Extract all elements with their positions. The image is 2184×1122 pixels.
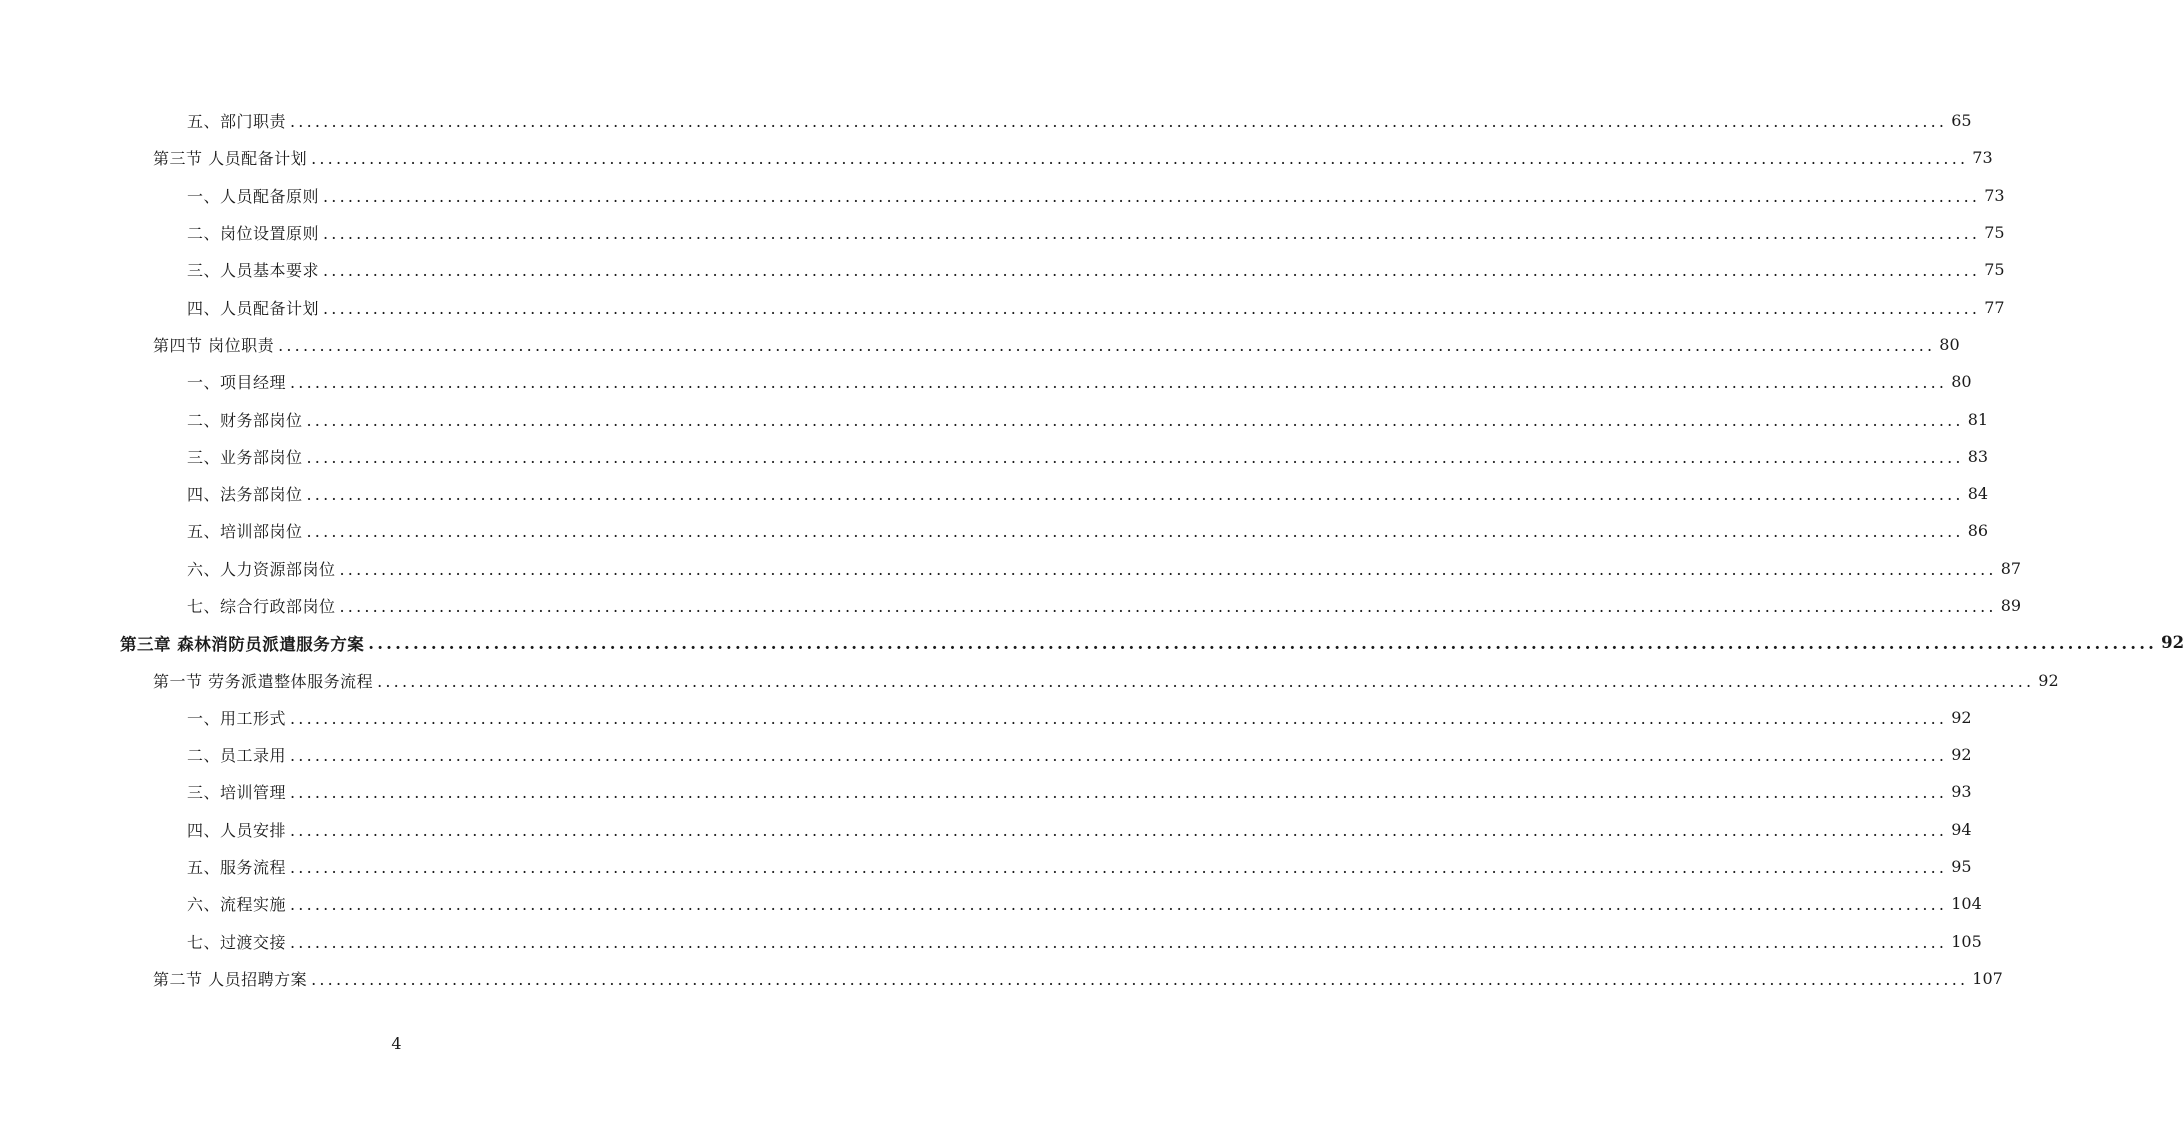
toc-leader-dots: ........................................................................................................................................................................................................ bbox=[368, 634, 2158, 654]
toc-entry-page: 104 bbox=[1951, 894, 1982, 914]
toc-leader-dots: ........................................................................................................................................................................................................ bbox=[306, 485, 1964, 505]
toc-entry-page: 75 bbox=[1984, 260, 2005, 280]
toc-leader-dots: ........................................................................................................................................................................................................ bbox=[323, 298, 1981, 318]
toc-item-entry[interactable] bbox=[0, 848, 1972, 885]
toc-entry-page: 65 bbox=[1951, 111, 1972, 131]
toc-entry-label: 四、法务部岗位 bbox=[187, 485, 303, 505]
toc-entry-page: 105 bbox=[1951, 931, 1982, 951]
toc-entry-page: 84 bbox=[1967, 484, 1989, 504]
toc-item-entry[interactable] bbox=[0, 587, 2022, 624]
toc-item-entry[interactable] bbox=[0, 475, 1989, 512]
toc-entry-label: 七、过渡交接 bbox=[187, 932, 287, 952]
toc-item-entry[interactable] bbox=[0, 885, 1982, 922]
toc-entry-label: 三、培训管理 bbox=[187, 783, 287, 803]
toc-entry-page: 75 bbox=[1984, 223, 2005, 243]
toc-entry-label: 一、用工形式 bbox=[187, 708, 287, 728]
toc-item-entry[interactable] bbox=[0, 923, 1982, 960]
toc-leader-dots: ........................................................................................................................................................................................................ bbox=[339, 597, 1997, 616]
toc-section-entry[interactable] bbox=[0, 139, 1993, 176]
toc-entry-label: 三、业务部岗位 bbox=[187, 447, 303, 467]
toc-entry-page: 80 bbox=[1939, 334, 1960, 354]
toc-entry-page: 94 bbox=[1951, 819, 1972, 839]
toc-entry-label: 第三章 森林消防员派遣服务方案 bbox=[120, 634, 365, 654]
page-number: 4 bbox=[391, 1034, 402, 1053]
toc-leader-dots: ........................................................................................................................................................................................................ bbox=[278, 335, 1936, 355]
toc-leader-dots: ........................................................................................................................................................................................................ bbox=[306, 447, 1964, 467]
toc-entry-label: 第一节 劳务派遣整体服务流程 bbox=[153, 671, 374, 691]
toc-leader-dots: ........................................................................................................................................................................................................ bbox=[290, 746, 1948, 766]
toc-entry-label: 一、人员配备原则 bbox=[187, 186, 320, 206]
toc-entry-page: 92 bbox=[2038, 670, 2059, 690]
toc-leader-dots: ........................................................................................................................................................................................................ bbox=[311, 149, 1969, 169]
toc-entry-label: 第二节 人员招聘方案 bbox=[153, 969, 308, 989]
toc-entry-page: 95 bbox=[1951, 857, 1972, 877]
toc-leader-dots: ........................................................................................................................................................................................................ bbox=[323, 224, 1981, 244]
toc-item-entry[interactable] bbox=[0, 363, 1972, 400]
toc-item-entry[interactable] bbox=[0, 102, 1972, 139]
toc-item-entry[interactable] bbox=[0, 251, 2005, 288]
toc-entry-label: 二、岗位设置原则 bbox=[187, 224, 320, 244]
toc-chapter-entry[interactable] bbox=[0, 624, 2184, 661]
toc-leader-dots: ........................................................................................................................................................................................................ bbox=[377, 671, 2035, 691]
toc-item-entry[interactable] bbox=[0, 512, 1989, 549]
toc-entry-page: 73 bbox=[1972, 148, 1993, 168]
toc-leader-dots: ........................................................................................................................................................................................................ bbox=[339, 559, 1997, 579]
toc-entry-label: 五、服务流程 bbox=[187, 858, 287, 878]
toc-section-entry[interactable] bbox=[0, 960, 2003, 997]
toc-entry-page: 107 bbox=[1972, 968, 2003, 988]
toc-entry-page: 87 bbox=[2000, 558, 2022, 578]
toc-leader-dots: ........................................................................................................................................................................................................ bbox=[323, 186, 1981, 206]
toc-entry-page: 89 bbox=[2000, 596, 2022, 615]
toc-entry-label: 六、流程实施 bbox=[187, 895, 287, 915]
toc-item-entry[interactable] bbox=[0, 736, 1972, 773]
toc-item-entry[interactable] bbox=[0, 773, 1972, 810]
toc-item-entry[interactable] bbox=[0, 400, 1989, 437]
toc-entry-label: 三、人员基本要求 bbox=[187, 261, 320, 281]
toc-leader-dots: ........................................................................................................................................................................................................ bbox=[290, 708, 1948, 728]
toc-entry-page: 83 bbox=[1967, 446, 1989, 466]
toc-entry-label: 七、综合行政部岗位 bbox=[187, 597, 336, 616]
toc-leader-dots: ........................................................................................................................................................................................................ bbox=[311, 969, 1969, 989]
toc-entry-label: 四、人员配备计划 bbox=[187, 298, 320, 318]
toc-entry-label: 五、培训部岗位 bbox=[187, 522, 303, 542]
toc-entry-label: 五、部门职责 bbox=[187, 112, 287, 132]
toc-entry-page: 80 bbox=[1951, 372, 1972, 392]
toc-entry-label: 二、员工录用 bbox=[187, 746, 287, 766]
toc-entry-page: 93 bbox=[1951, 782, 1972, 802]
toc-leader-dots: ........................................................................................................................................................................................................ bbox=[290, 858, 1948, 878]
toc-entry-label: 第三节 人员配备计划 bbox=[153, 149, 308, 169]
toc-entry-label: 六、人力资源部岗位 bbox=[187, 559, 336, 579]
toc-item-entry[interactable] bbox=[0, 811, 1972, 848]
toc-entry-page: 73 bbox=[1984, 185, 2005, 205]
toc-leader-dots: ........................................................................................................................................................................................................ bbox=[290, 783, 1948, 803]
toc-section-entry[interactable] bbox=[0, 326, 1960, 363]
toc-entry-page: 92 bbox=[1951, 707, 1972, 727]
toc-entry-page: 81 bbox=[1967, 409, 1989, 429]
table-of-contents bbox=[0, 102, 2184, 997]
toc-entry-page: 77 bbox=[1984, 297, 2005, 317]
toc-entry-page: 86 bbox=[1967, 521, 1989, 541]
toc-entry-page: 92 bbox=[2161, 633, 2184, 653]
toc-item-entry[interactable] bbox=[0, 288, 2005, 325]
toc-item-entry[interactable] bbox=[0, 699, 1972, 736]
toc-entry-label: 四、人员安排 bbox=[187, 820, 287, 840]
toc-section-entry[interactable] bbox=[0, 661, 2059, 698]
toc-entry-label: 二、财务部岗位 bbox=[187, 410, 303, 430]
toc-leader-dots: ........................................................................................................................................................................................................ bbox=[290, 932, 1948, 952]
toc-item-entry[interactable] bbox=[0, 438, 1989, 475]
toc-item-entry[interactable] bbox=[0, 550, 2022, 587]
toc-leader-dots: ........................................................................................................................................................................................................ bbox=[290, 895, 1948, 915]
toc-entry-label: 一、项目经理 bbox=[187, 373, 287, 393]
toc-leader-dots: ........................................................................................................................................................................................................ bbox=[290, 112, 1948, 132]
toc-item-entry[interactable] bbox=[0, 214, 2005, 251]
toc-item-entry[interactable] bbox=[0, 177, 2005, 214]
toc-entry-label: 第四节 岗位职责 bbox=[153, 335, 275, 355]
toc-leader-dots: ........................................................................................................................................................................................................ bbox=[323, 261, 1981, 281]
toc-leader-dots: ........................................................................................................................................................................................................ bbox=[306, 410, 1964, 430]
toc-leader-dots: ........................................................................................................................................................................................................ bbox=[290, 820, 1948, 840]
toc-leader-dots: ........................................................................................................................................................................................................ bbox=[306, 522, 1964, 542]
toc-entry-page: 92 bbox=[1951, 745, 1972, 765]
toc-leader-dots: ........................................................................................................................................................................................................ bbox=[290, 373, 1948, 393]
